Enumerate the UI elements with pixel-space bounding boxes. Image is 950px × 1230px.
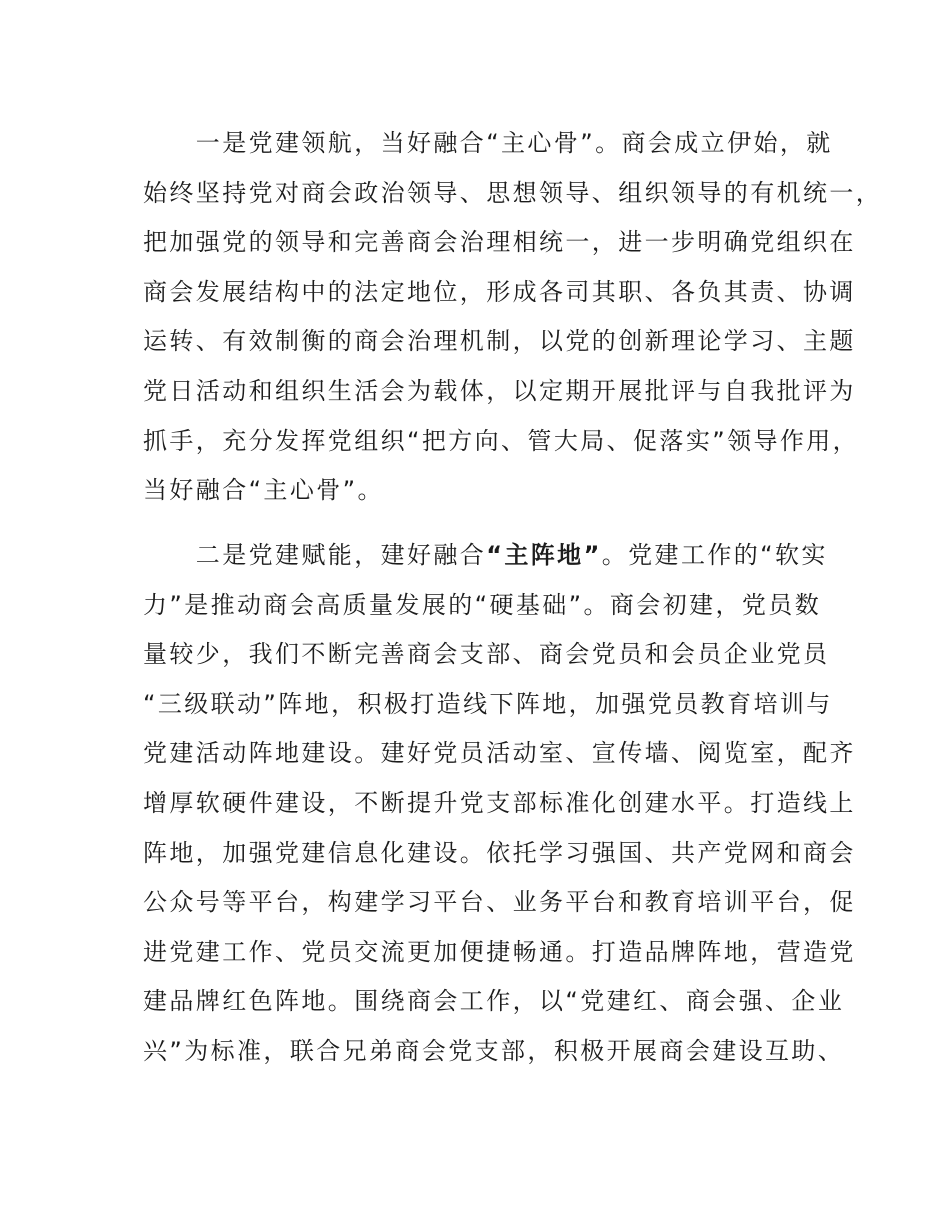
text-line: 量较少，我们不断完善商会支部、商会党员和会员企业党员 <box>143 640 830 669</box>
text-line: 增厚软硬件建设，不断提升党支部标准化创建水平。打造线上 <box>143 788 856 817</box>
text-line: 党日活动和组织生活会为载体，以定期开展批评与自我批评为 <box>143 376 856 405</box>
text-line: 运转、有效制衡的商会治理机制，以党的创新理论学习、主题 <box>143 327 856 356</box>
text-line: 力”是推动商会高质量发展的“硬基础”。商会初建，党员数 <box>143 590 822 619</box>
text-line-first <box>143 531 828 581</box>
text-run: 二是党建赋能，建好融合 <box>143 541 487 569</box>
text-line: “三级联动”阵地，积极打造线下阵地，加强党员教育培训与 <box>143 689 833 718</box>
text-run: 。党建工作的“软实 <box>601 541 828 569</box>
emphasis-text: “主阵地” <box>486 541 602 569</box>
text-line: 兴”为标准，联合兄弟商会党支部，积极开展商会建设互助、 <box>143 1036 845 1065</box>
paragraph-party-empowerment <box>143 531 856 1077</box>
text-line: 当好融合“主心骨”。 <box>143 476 384 505</box>
paragraph-party-leadership <box>143 119 883 516</box>
text-line: 党建活动阵地建设。建好党员活动室、宣传墙、阅览室，配齐 <box>143 739 856 768</box>
text-line: 抓手，充分发挥党组织“把方向、管大局、促落实”领导作用， <box>143 426 860 455</box>
text-line: 进党建工作、党员交流更加便捷畅通。打造品牌阵地，营造党 <box>143 937 856 966</box>
text-line: 一是党建领航，当好融合“主心骨”。商会成立伊始，就 <box>143 129 833 157</box>
text-line: 把加强党的领导和完善商会治理相统一，进一步明确党组织在 <box>143 228 856 257</box>
text-line: 阵地，加强党建信息化建设。依托学习强国、共产党网和商会 <box>143 838 856 867</box>
text-line: 始终坚持党对商会政治领导、思想领导、组织领导的有机统一， <box>143 178 883 207</box>
text-line: 商会发展结构中的法定地位，形成各司其职、各负其责、协调 <box>143 277 856 306</box>
text-line: 公众号等平台，构建学习平台、业务平台和教育培训平台，促 <box>143 888 856 917</box>
text-line: 建品牌红色阵地。围绕商会工作，以“党建红、商会强、企业 <box>143 987 845 1016</box>
